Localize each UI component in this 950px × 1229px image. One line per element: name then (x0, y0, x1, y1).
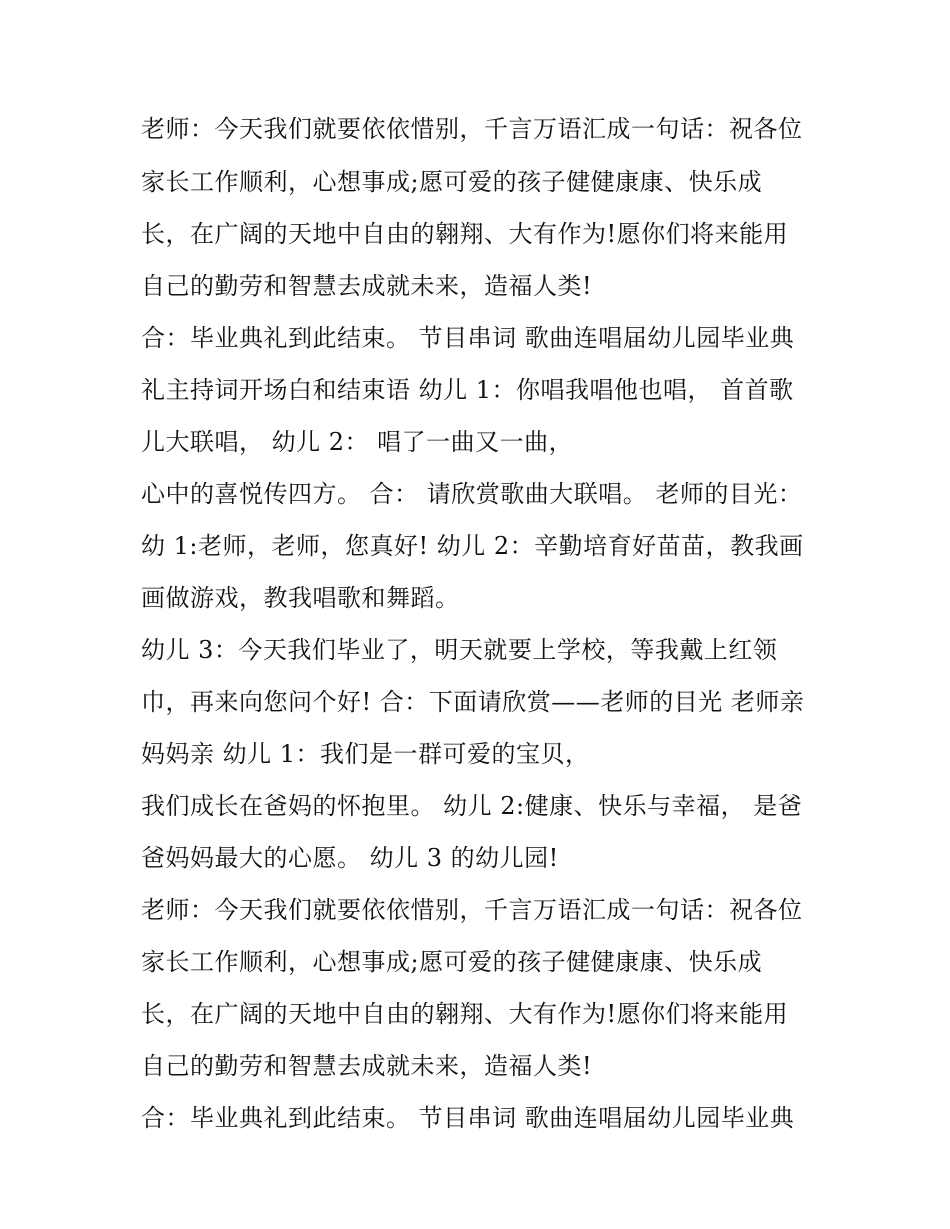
text-line: 妈妈亲 幼儿 1：我们是一群可爱的宝贝， (141, 740, 590, 768)
text-line: 家长工作顺利，心想事成;愿可爱的孩子健健康康、快乐成 (141, 168, 763, 196)
text-line: 合：毕业典礼到此结束。 节目串词 歌曲连唱届幼儿园毕业典 (141, 324, 795, 352)
text-line: 巾，再来向您问个好! 合：下面请欣赏——老师的目光 老师亲 (141, 688, 805, 716)
text-line: 我们成长在爸妈的怀抱里。 幼儿 2:健康、快乐与幸福， 是爸 (141, 792, 803, 820)
text-line: 画做游戏，教我唱歌和舞蹈。 (141, 584, 460, 612)
text-line: 幼 1:老师，老师，您真好! 幼儿 2：辛勤培育好苗苗，教我画 (141, 532, 804, 560)
text-line: 礼主持词开场白和结束语 幼儿 1：你唱我唱他也唱， 首首歌 (141, 376, 794, 404)
text-line: 长，在广阔的天地中自由的翱翔、大有作为!愿你们将来能用 (141, 220, 789, 248)
text-line: 合：毕业典礼到此结束。 节目串词 歌曲连唱届幼儿园毕业典 (141, 1104, 795, 1132)
text-line: 儿大联唱， 幼儿 2： 唱了一曲又一曲， (141, 428, 574, 456)
text-line: 老师：今天我们就要依依惜别，千言万语汇成一句话：祝各位 (141, 115, 803, 143)
text-line: 爸妈妈最大的心愿。 幼儿 3 的幼儿园! (141, 844, 559, 872)
text-line: 长，在广阔的天地中自由的翱翔、大有作为!愿你们将来能用 (141, 1000, 789, 1028)
text-line: 幼儿 3：今天我们毕业了，明天就要上学校，等我戴上红领 (141, 636, 778, 664)
text-line: 自己的勤劳和智慧去成就未来，造福人类! (141, 1052, 593, 1080)
text-line: 家长工作顺利，心想事成;愿可爱的孩子健健康康、快乐成 (141, 948, 763, 976)
text-line: 自己的勤劳和智慧去成就未来，造福人类! (141, 272, 593, 300)
text-line: 心中的喜悦传四方。 合： 请欣赏歌曲大联唱。 老师的目光： (141, 480, 803, 508)
text-line: 老师：今天我们就要依依惜别，千言万语汇成一句话：祝各位 (141, 896, 803, 924)
